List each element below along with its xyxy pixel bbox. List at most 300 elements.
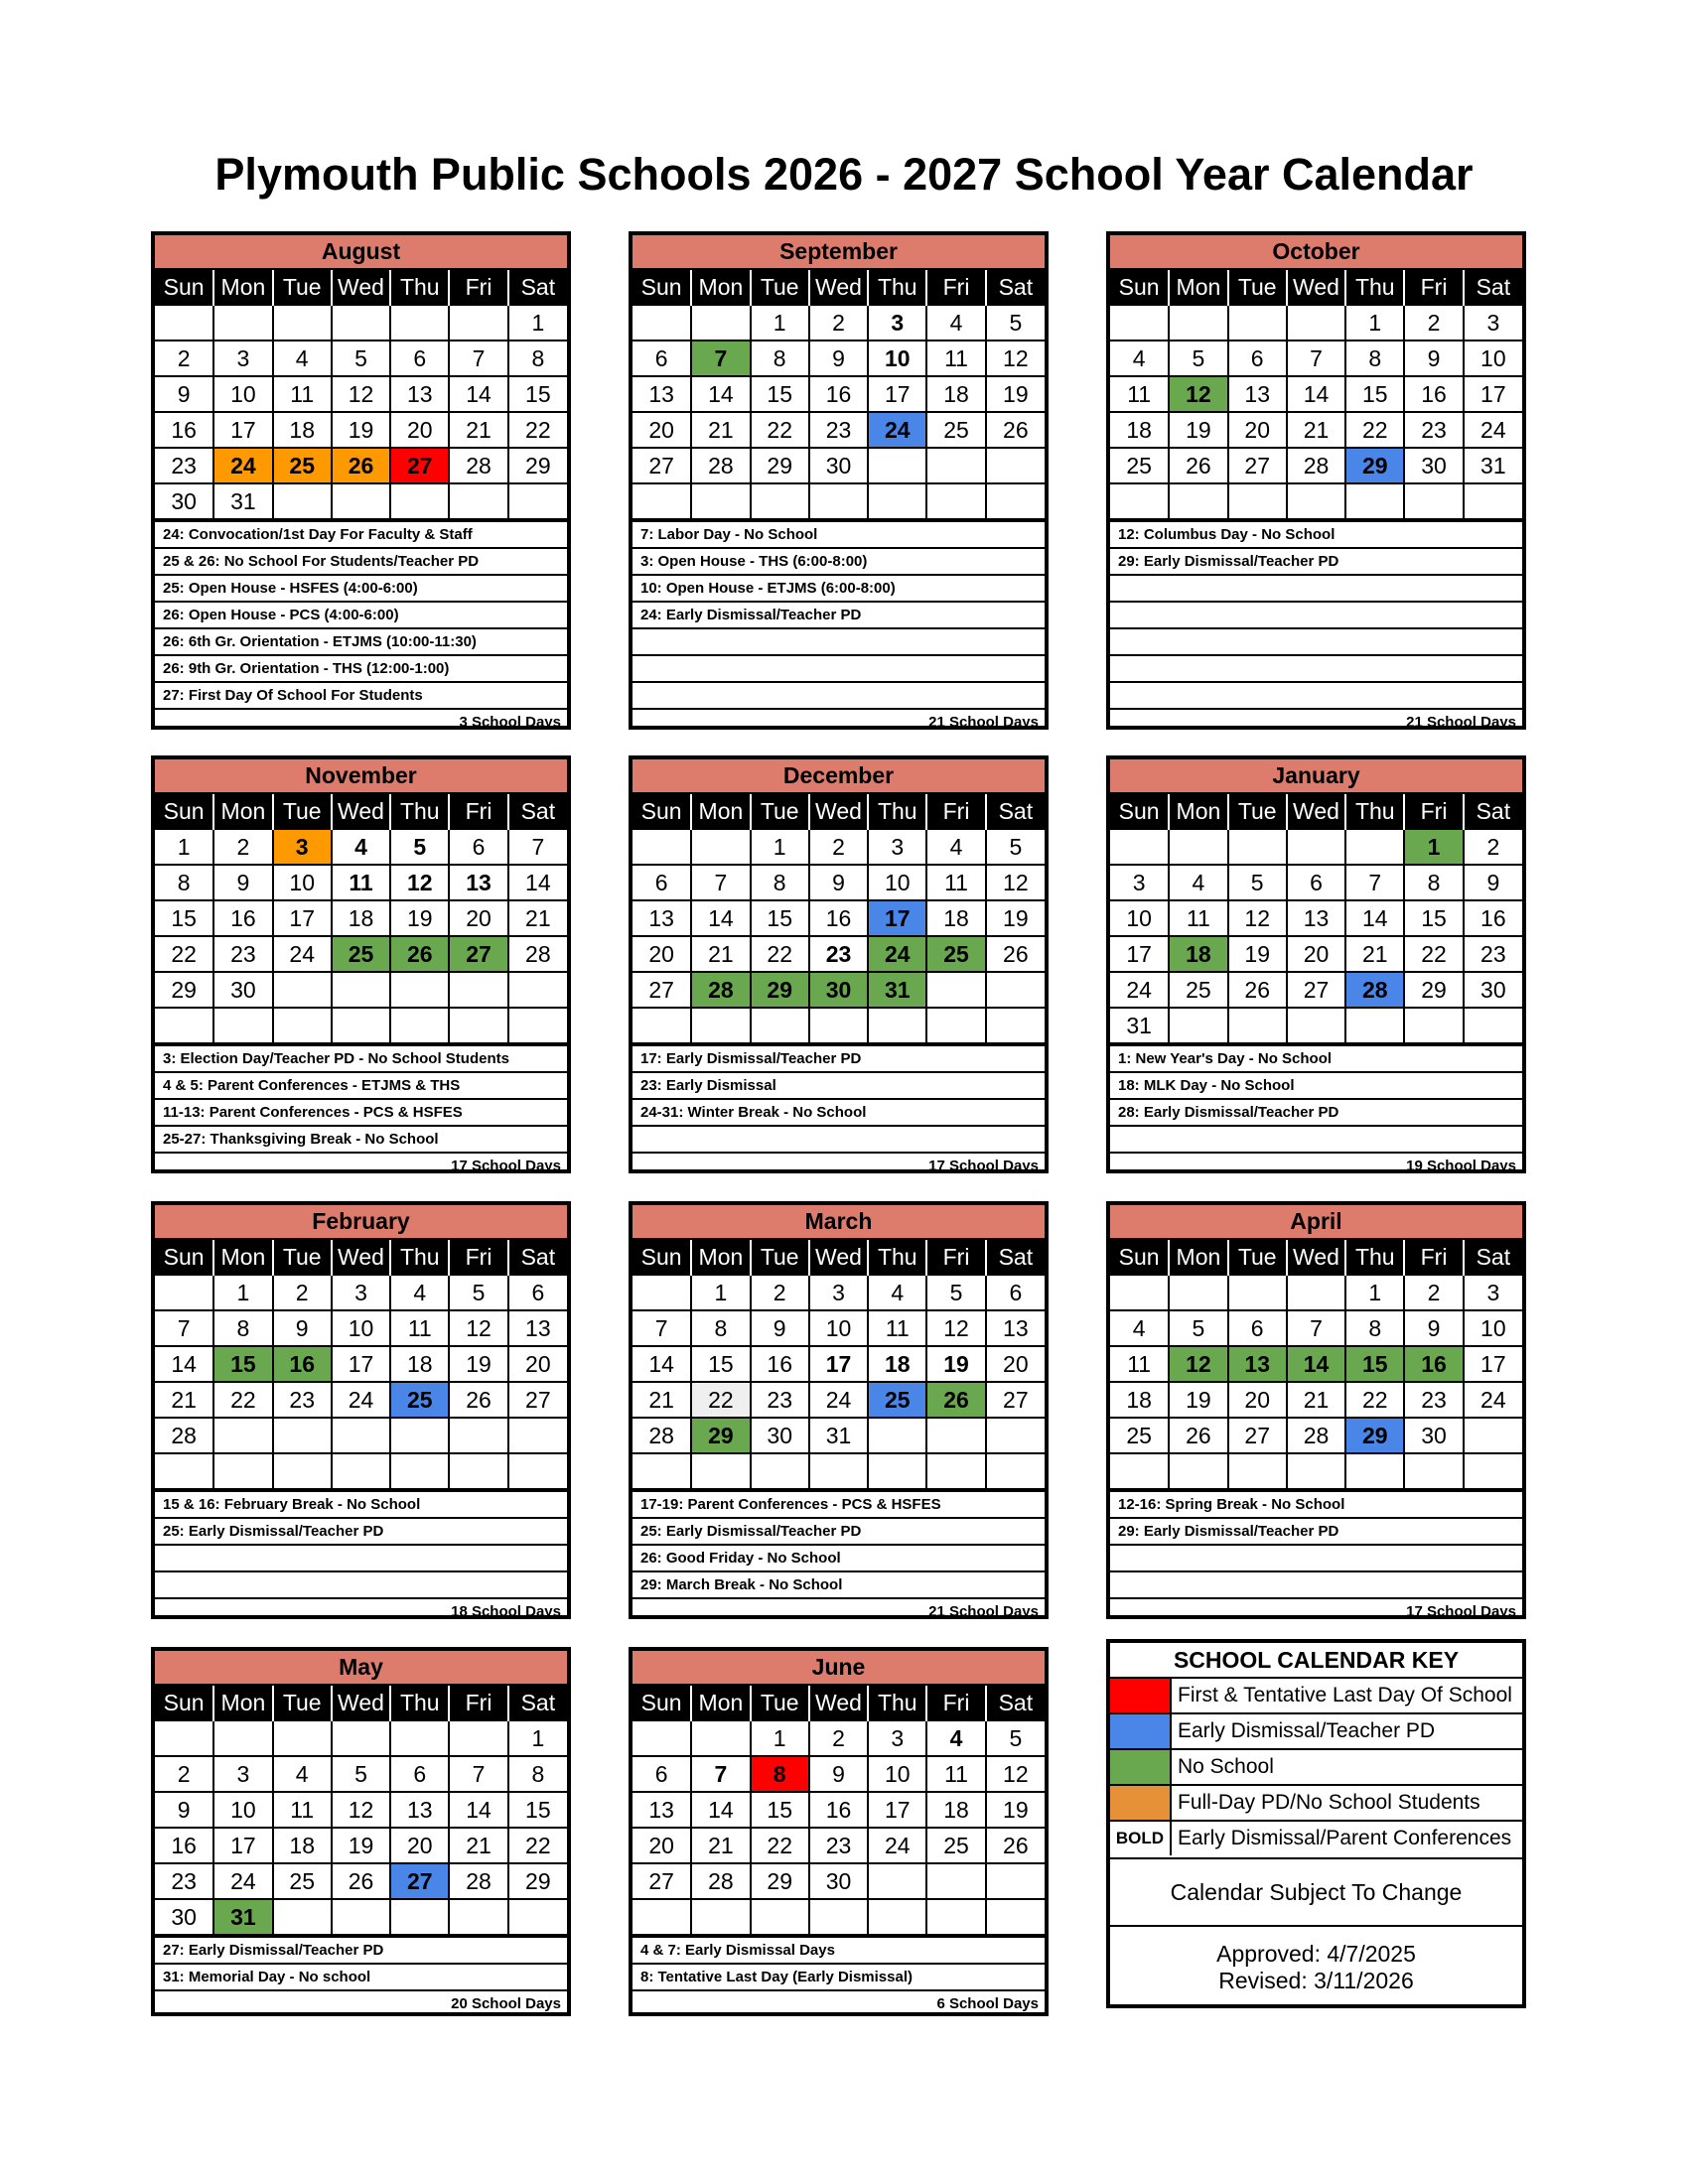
day-cell: 30: [809, 972, 868, 1008]
empty-cell: [1110, 829, 1169, 865]
day-cell: 13: [390, 1792, 449, 1828]
day-cell: 14: [1287, 376, 1345, 412]
school-days-total: 21 School Days: [928, 1603, 1039, 1620]
day-cell: 23: [809, 1828, 868, 1863]
empty-cell: [986, 483, 1045, 519]
day-cell: 23: [273, 1382, 332, 1418]
weekday-header: Thu: [390, 270, 449, 305]
day-cell: 2: [809, 305, 868, 341]
day-cell: 9: [155, 1792, 213, 1828]
day-cell: 5: [1169, 1310, 1227, 1346]
day-cell: 19: [1169, 1382, 1227, 1418]
empty-cell: [1228, 1275, 1287, 1310]
empty-cell: [449, 972, 507, 1008]
day-cell: 5: [1228, 865, 1287, 900]
note-line: [1110, 576, 1522, 603]
weekday-header: Wed: [1287, 1240, 1345, 1275]
day-cell: 5: [926, 1275, 985, 1310]
empty-cell: [1169, 1453, 1227, 1489]
note-line: [633, 656, 1045, 683]
day-cell: 2: [1404, 305, 1463, 341]
day-cell: 7: [508, 829, 567, 865]
weekday-header: Sun: [1110, 270, 1169, 305]
day-cell: 9: [213, 865, 272, 900]
empty-cell: [809, 1008, 868, 1043]
weekday-header: Tue: [1228, 270, 1287, 305]
day-cell: 3: [1464, 305, 1522, 341]
empty-cell: [449, 1453, 507, 1489]
weekday-header: Thu: [868, 794, 926, 829]
day-cell: 19: [332, 1828, 390, 1863]
weekday-header: Mon: [213, 270, 272, 305]
day-cell: 4: [390, 1275, 449, 1310]
day-cell: 4: [1110, 1310, 1169, 1346]
day-cell: 2: [809, 1720, 868, 1756]
empty-cell: [273, 1418, 332, 1453]
day-cell: 1: [508, 1720, 567, 1756]
empty-cell: [633, 483, 691, 519]
month-grid: [1110, 270, 1522, 520]
day-cell: 6: [633, 865, 691, 900]
day-cell: 12: [332, 1792, 390, 1828]
subject-to-change-note: Calendar Subject To Change: [1110, 1857, 1522, 1927]
day-cell: 1: [155, 829, 213, 865]
day-cell: 28: [508, 936, 567, 972]
empty-cell: [273, 305, 332, 341]
empty-cell: [868, 448, 926, 483]
day-cell: 24: [332, 1382, 390, 1418]
note-line: 1: New Year's Day - No School: [1110, 1046, 1522, 1073]
day-cell: 22: [1345, 1382, 1404, 1418]
day-cell: 12: [390, 865, 449, 900]
weekday-header: Thu: [390, 1686, 449, 1720]
day-cell: 29: [751, 448, 809, 483]
day-cell: 12: [986, 1756, 1045, 1792]
month-title: September: [633, 235, 1045, 270]
day-cell: 1: [508, 305, 567, 341]
empty-cell: [1464, 1418, 1522, 1453]
day-cell: 18: [1110, 1382, 1169, 1418]
empty-cell: [1169, 1275, 1227, 1310]
day-cell: 22: [155, 936, 213, 972]
empty-cell: [1464, 1453, 1522, 1489]
day-cell: 4: [273, 341, 332, 376]
revised-date: Revised: 3/11/2026: [1218, 1968, 1414, 1993]
weekday-header: Wed: [1287, 270, 1345, 305]
note-line: 25: Early Dismissal/Teacher PD: [155, 1519, 567, 1546]
empty-cell: [1287, 829, 1345, 865]
weekday-header: Tue: [273, 270, 332, 305]
empty-cell: [926, 1453, 985, 1489]
day-cell: 21: [449, 412, 507, 448]
empty-cell: [868, 1418, 926, 1453]
weekday-header: Sat: [986, 794, 1045, 829]
empty-cell: [751, 483, 809, 519]
day-cell: 10: [809, 1310, 868, 1346]
month-march: [629, 1201, 1049, 1619]
day-cell: 7: [449, 1756, 507, 1792]
day-cell: 12: [926, 1310, 985, 1346]
empty-cell: [155, 1453, 213, 1489]
empty-cell: [390, 972, 449, 1008]
weekday-header: Fri: [926, 794, 985, 829]
weekday-header: Thu: [390, 1240, 449, 1275]
month-grid: [633, 794, 1045, 1044]
empty-cell: [751, 1453, 809, 1489]
bold-swatch: BOLD: [1110, 1822, 1172, 1855]
month-january: [1106, 755, 1526, 1173]
day-cell: 1: [213, 1275, 272, 1310]
weekday-header: Fri: [926, 1240, 985, 1275]
empty-cell: [633, 1453, 691, 1489]
day-cell: 8: [508, 1756, 567, 1792]
empty-cell: [1464, 1008, 1522, 1043]
day-cell: 19: [986, 1792, 1045, 1828]
month-title: October: [1110, 235, 1522, 270]
month-notes: [155, 520, 567, 735]
empty-cell: [1228, 483, 1287, 519]
key-label: Early Dismissal/Parent Conferences: [1178, 1827, 1512, 1849]
weekday-header: Wed: [809, 1240, 868, 1275]
empty-cell: [986, 1418, 1045, 1453]
day-cell: 22: [1345, 412, 1404, 448]
day-cell: 26: [986, 412, 1045, 448]
day-cell: 3: [868, 1720, 926, 1756]
empty-cell: [390, 1899, 449, 1935]
empty-cell: [155, 1008, 213, 1043]
day-cell: 14: [691, 900, 750, 936]
day-cell: 24: [1464, 412, 1522, 448]
day-cell: 12: [1228, 900, 1287, 936]
day-cell: 3: [868, 305, 926, 341]
day-cell: 25: [926, 412, 985, 448]
day-cell: 13: [1287, 900, 1345, 936]
note-line: 4 & 5: Parent Conferences - ETJMS & THS: [155, 1073, 567, 1100]
weekday-header: Thu: [1345, 794, 1404, 829]
day-cell: 25: [926, 1828, 985, 1863]
empty-cell: [213, 1720, 272, 1756]
red-swatch: [1110, 1679, 1172, 1712]
key-label: Early Dismissal/Teacher PD: [1178, 1719, 1436, 1742]
note-line: 28: Early Dismissal/Teacher PD: [1110, 1100, 1522, 1127]
school-days-total: 3 School Days: [459, 714, 561, 731]
empty-cell: [508, 1899, 567, 1935]
day-cell: 26: [1169, 1418, 1227, 1453]
weekday-header: Sun: [155, 1686, 213, 1720]
day-cell: 27: [633, 1863, 691, 1899]
day-cell: 19: [986, 900, 1045, 936]
day-cell: 4: [1110, 341, 1169, 376]
note-line: 24-31: Winter Break - No School: [633, 1100, 1045, 1127]
empty-cell: [390, 1008, 449, 1043]
note-line: 26: 9th Gr. Orientation - THS (12:00-1:00): [155, 656, 567, 683]
empty-cell: [1110, 483, 1169, 519]
day-cell: 13: [633, 1792, 691, 1828]
day-cell: 18: [1169, 936, 1227, 972]
empty-cell: [332, 305, 390, 341]
day-cell: 16: [1464, 900, 1522, 936]
empty-cell: [155, 1720, 213, 1756]
day-cell: 17: [273, 900, 332, 936]
day-cell: 12: [449, 1310, 507, 1346]
empty-cell: [390, 1418, 449, 1453]
day-cell: 2: [155, 1756, 213, 1792]
day-cell: 11: [926, 865, 985, 900]
weekday-header: Fri: [449, 794, 507, 829]
empty-cell: [332, 1418, 390, 1453]
day-cell: 7: [449, 341, 507, 376]
empty-cell: [691, 1899, 750, 1935]
day-cell: 1: [1345, 305, 1404, 341]
day-cell: 1: [1404, 829, 1463, 865]
day-cell: 20: [449, 900, 507, 936]
day-cell: 21: [691, 936, 750, 972]
day-cell: 18: [390, 1346, 449, 1382]
note-line: [155, 1546, 567, 1572]
day-cell: 25: [868, 1382, 926, 1418]
weekday-header: Sun: [633, 1240, 691, 1275]
day-cell: 1: [751, 305, 809, 341]
empty-cell: [213, 305, 272, 341]
day-cell: 11: [1169, 900, 1227, 936]
weekday-header: Wed: [809, 794, 868, 829]
day-cell: 2: [1464, 829, 1522, 865]
empty-cell: [449, 1008, 507, 1043]
day-cell: 17: [332, 1346, 390, 1382]
day-cell: 28: [691, 972, 750, 1008]
day-cell: 9: [155, 376, 213, 412]
weekday-header: Fri: [926, 270, 985, 305]
day-cell: 22: [213, 1382, 272, 1418]
day-cell: 16: [809, 376, 868, 412]
day-cell: 27: [390, 448, 449, 483]
note-line: 29: March Break - No School: [633, 1572, 1045, 1599]
day-cell: 22: [751, 412, 809, 448]
orange-swatch: [1110, 1786, 1172, 1820]
day-cell: 7: [1287, 341, 1345, 376]
day-cell: 17: [809, 1346, 868, 1382]
day-cell: 18: [273, 1828, 332, 1863]
empty-cell: [273, 1008, 332, 1043]
empty-cell: [691, 1720, 750, 1756]
day-cell: 8: [1345, 341, 1404, 376]
day-cell: 24: [1110, 972, 1169, 1008]
day-cell: 28: [449, 1863, 507, 1899]
day-cell: 8: [213, 1310, 272, 1346]
day-cell: 4: [926, 1720, 985, 1756]
day-cell: 29: [508, 1863, 567, 1899]
month-grid: [155, 1240, 567, 1490]
school-days-total: 18 School Days: [451, 1603, 561, 1620]
empty-cell: [508, 972, 567, 1008]
weekday-header: Thu: [868, 270, 926, 305]
day-cell: 30: [751, 1418, 809, 1453]
day-cell: 30: [1464, 972, 1522, 1008]
day-cell: 30: [155, 483, 213, 519]
note-line: 24: Early Dismissal/Teacher PD: [633, 603, 1045, 629]
day-cell: 28: [1287, 448, 1345, 483]
note-line: 26: Good Friday - No School: [633, 1546, 1045, 1572]
weekday-header: Mon: [213, 1686, 272, 1720]
day-cell: 4: [332, 829, 390, 865]
day-cell: 31: [1110, 1008, 1169, 1043]
day-cell: 24: [213, 1863, 272, 1899]
empty-cell: [868, 1899, 926, 1935]
day-cell: 20: [390, 1828, 449, 1863]
day-cell: 13: [633, 376, 691, 412]
day-cell: 23: [809, 412, 868, 448]
note-line: [1110, 683, 1522, 710]
day-cell: 13: [1228, 376, 1287, 412]
day-cell: 7: [1287, 1310, 1345, 1346]
empty-cell: [1464, 483, 1522, 519]
empty-cell: [809, 1899, 868, 1935]
note-line: [155, 1572, 567, 1599]
school-days-total: 6 School Days: [936, 1995, 1039, 2012]
empty-cell: [1228, 1453, 1287, 1489]
weekday-header: Wed: [332, 794, 390, 829]
empty-cell: [1287, 1453, 1345, 1489]
month-title: February: [155, 1205, 567, 1240]
approved-date: Approved: 4/7/2025: [1216, 1941, 1416, 1967]
day-cell: 17: [1110, 936, 1169, 972]
day-cell: 15: [691, 1346, 750, 1382]
weekday-header: Mon: [213, 794, 272, 829]
school-days-total: 21 School Days: [1406, 714, 1516, 731]
empty-cell: [390, 1453, 449, 1489]
day-cell: 26: [986, 936, 1045, 972]
day-cell: 12: [986, 865, 1045, 900]
day-cell: 14: [508, 865, 567, 900]
note-line: 26: 6th Gr. Orientation - ETJMS (10:00-11:30): [155, 629, 567, 656]
note-line: [1110, 656, 1522, 683]
weekday-header: Tue: [751, 1240, 809, 1275]
weekday-header: Wed: [809, 270, 868, 305]
month-notes: [633, 520, 1045, 735]
day-cell: 7: [691, 1756, 750, 1792]
empty-cell: [332, 972, 390, 1008]
empty-cell: [926, 1899, 985, 1935]
day-cell: 26: [986, 1828, 1045, 1863]
day-cell: 29: [1345, 448, 1404, 483]
day-cell: 10: [332, 1310, 390, 1346]
empty-cell: [926, 448, 985, 483]
day-cell: 29: [155, 972, 213, 1008]
note-line: [1110, 603, 1522, 629]
empty-cell: [1345, 1453, 1404, 1489]
day-cell: 18: [1110, 412, 1169, 448]
day-cell: 2: [155, 341, 213, 376]
day-cell: 20: [986, 1346, 1045, 1382]
day-cell: 27: [1287, 972, 1345, 1008]
day-cell: 3: [1464, 1275, 1522, 1310]
day-cell: 15: [1345, 376, 1404, 412]
empty-cell: [273, 1899, 332, 1935]
day-cell: 9: [809, 341, 868, 376]
day-cell: 26: [1169, 448, 1227, 483]
day-cell: 7: [1345, 865, 1404, 900]
day-cell: 28: [449, 448, 507, 483]
empty-cell: [390, 483, 449, 519]
empty-cell: [213, 1008, 272, 1043]
empty-cell: [1404, 483, 1463, 519]
day-cell: 14: [155, 1346, 213, 1382]
school-days-total: 17 School Days: [451, 1158, 561, 1174]
day-cell: 16: [1404, 1346, 1463, 1382]
month-notes: [633, 1936, 1045, 2016]
empty-cell: [986, 1899, 1045, 1935]
day-cell: 18: [868, 1346, 926, 1382]
empty-cell: [213, 1453, 272, 1489]
key-title: SCHOOL CALENDAR KEY: [1110, 1643, 1522, 1679]
empty-cell: [751, 1008, 809, 1043]
note-line: [1110, 1127, 1522, 1154]
note-line: 11-13: Parent Conferences - PCS & HSFES: [155, 1100, 567, 1127]
weekday-header: Sun: [1110, 1240, 1169, 1275]
day-cell: 23: [809, 936, 868, 972]
month-grid: [155, 1686, 567, 1936]
weekday-header: Tue: [273, 794, 332, 829]
day-cell: 9: [273, 1310, 332, 1346]
key-label: No School: [1178, 1755, 1274, 1778]
month-title: January: [1110, 759, 1522, 794]
month-notes: [155, 1936, 567, 2016]
day-cell: 8: [751, 341, 809, 376]
day-cell: 25: [1110, 1418, 1169, 1453]
month-title: March: [633, 1205, 1045, 1240]
empty-cell: [1404, 1008, 1463, 1043]
day-cell: 11: [926, 1756, 985, 1792]
empty-cell: [1110, 1275, 1169, 1310]
empty-cell: [449, 1899, 507, 1935]
day-cell: 15: [1345, 1346, 1404, 1382]
day-cell: 28: [691, 448, 750, 483]
month-december: [629, 755, 1049, 1173]
day-cell: 9: [1404, 341, 1463, 376]
day-cell: 15: [751, 376, 809, 412]
day-cell: 17: [213, 1828, 272, 1863]
weekday-header: Mon: [691, 270, 750, 305]
month-title: August: [155, 235, 567, 270]
day-cell: 31: [809, 1418, 868, 1453]
day-cell: 21: [508, 900, 567, 936]
month-notes: [1110, 1490, 1522, 1624]
day-cell: 8: [508, 341, 567, 376]
weekday-header: Fri: [1404, 270, 1463, 305]
weekday-header: Mon: [1169, 270, 1227, 305]
empty-cell: [868, 1008, 926, 1043]
day-cell: 20: [1228, 412, 1287, 448]
day-cell: 8: [751, 865, 809, 900]
approval-dates: [1110, 1927, 1522, 1994]
month-grid: [155, 270, 567, 520]
day-cell: 23: [1404, 1382, 1463, 1418]
empty-cell: [691, 1453, 750, 1489]
day-cell: 24: [809, 1382, 868, 1418]
day-cell: 13: [449, 865, 507, 900]
empty-cell: [633, 1008, 691, 1043]
day-cell: 9: [1464, 865, 1522, 900]
empty-cell: [926, 972, 985, 1008]
day-cell: 13: [508, 1310, 567, 1346]
note-line: 4 & 7: Early Dismissal Days: [633, 1938, 1045, 1965]
empty-cell: [332, 1720, 390, 1756]
school-days-total: 19 School Days: [1406, 1158, 1516, 1174]
key-item-first-last-day: [1110, 1679, 1522, 1714]
day-cell: 31: [213, 483, 272, 519]
note-line: 27: First Day Of School For Students: [155, 683, 567, 710]
empty-cell: [155, 305, 213, 341]
